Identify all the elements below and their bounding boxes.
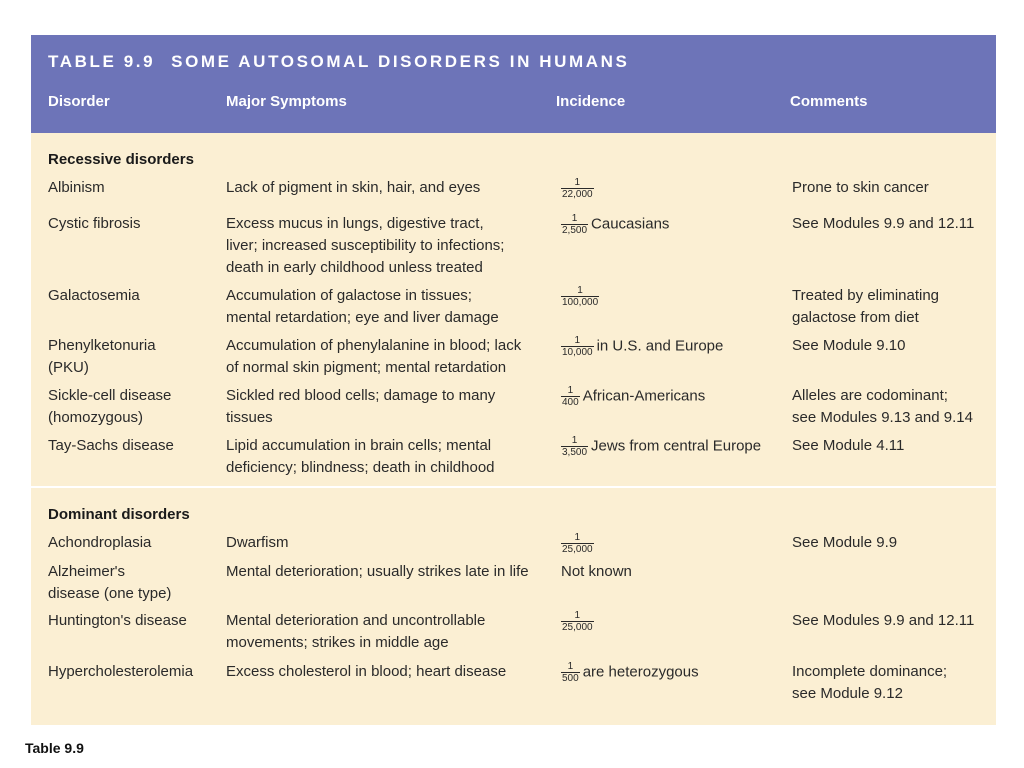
disorder-cell: Phenylketonuria (PKU) (48, 337, 156, 376)
disorders-table (31, 35, 996, 725)
comments-cell: See Modules 9.9 and 12.11 (792, 612, 975, 629)
column-header-comments: Comments (790, 93, 868, 110)
incidence-cell (561, 532, 791, 555)
incidence-fraction: $\frac{1}{25,000}$ (562, 610, 593, 633)
section-divider (31, 486, 996, 488)
section-title-dominant: Dominant disorders (48, 506, 190, 523)
comments-cell: See Modules 9.9 and 12.11 (792, 215, 975, 232)
symptoms-cell: Lack of pigment in skin, hair, and eyes (226, 179, 481, 196)
incidence-cell (561, 177, 791, 200)
incidence-fraction: $\frac{1}{2,500}$ (562, 213, 588, 236)
disorder-cell: Cystic fibrosis (48, 215, 141, 232)
incidence-fraction: $\frac{1}{25,000}$ (562, 532, 593, 555)
comments-cell: Treated by eliminating galactose from diet (792, 287, 940, 326)
symptoms-cell: Dwarfism (226, 534, 289, 551)
incidence-cell (561, 285, 791, 308)
symptoms-cell: Mental deterioration and uncontrollable movements; strikes in middle age (226, 612, 486, 651)
column-header-disorder: Disorder (48, 93, 110, 110)
incidence-cell: $\frac{1}{500}$ are heterozygous (562, 661, 699, 684)
disorder-cell: Huntington's disease (48, 612, 187, 629)
incidence-fraction: $\frac{1}{10,000}$ (562, 335, 593, 358)
symptoms-cell: Accumulation of galactose in tissues; mental retardation; eye and liver damage (226, 287, 499, 326)
table-title-text: SOME AUTOSOMAL DISORDERS IN HUMANS (171, 52, 630, 71)
symptoms-cell: Accumulation of phenylalanine in blood; lack of normal skin pigment; mental retardation (226, 337, 522, 376)
incidence-cell (561, 610, 791, 633)
disorder-cell: Alzheimer's disease (one type) (48, 563, 172, 602)
incidence-fraction: $\frac{1}{400}$ (562, 385, 579, 408)
symptoms-cell: Mental deterioration; usually strikes late in life (226, 563, 529, 580)
comments-cell: Incomplete dominance; see Module 9.12 (792, 663, 948, 702)
column-header-incidence: Incidence (556, 93, 626, 110)
disorder-cell: Achondroplasia (48, 534, 152, 551)
incidence-cell: $\frac{1}{400}$ African-Americans (562, 385, 706, 408)
disorder-cell: Tay-Sachs disease (48, 437, 174, 454)
table-title (48, 52, 630, 72)
incidence-fraction: $\frac{1}{22,000}$ (562, 177, 593, 200)
disorder-cell: Galactosemia (48, 287, 140, 304)
incidence-cell: $\frac{1}{10,000}$ in U.S. and Europe (562, 335, 724, 358)
table-header (31, 35, 996, 133)
disorder-cell: Sickle-cell disease (homozygous) (48, 387, 172, 426)
symptoms-cell: Lipid accumulation in brain cells; mental deficiency; blindness; death in childhood (226, 437, 495, 476)
section-title-recessive: Recessive disorders (48, 151, 194, 168)
comments-cell: Prone to skin cancer (792, 179, 929, 196)
table-number: TABLE 9.9 (48, 52, 156, 71)
incidence-fraction: $\frac{1}{3,500}$ (562, 435, 588, 458)
disorder-cell: Hypercholesterolemia (48, 663, 194, 680)
symptoms-cell: Excess cholesterol in blood; heart disease (226, 663, 507, 680)
incidence-fraction: $\frac{1}{100,000}$ (562, 285, 599, 308)
incidence-fraction: $\frac{1}{500}$ (562, 661, 579, 684)
column-header-symptoms: Major Symptoms (226, 93, 347, 110)
comments-cell: See Module 9.9 (792, 534, 898, 551)
incidence-cell: $\frac{1}{2,500}$ Caucasians (562, 213, 670, 236)
comments-cell: Alleles are codominant; see Modules 9.13 and 9.14 (792, 387, 973, 426)
slide-caption: Table 9.9 (25, 740, 84, 756)
comments-cell: See Module 9.10 (792, 337, 906, 354)
incidence-cell: $\frac{1}{3,500}$ Jews from central Europe (562, 435, 762, 458)
symptoms-cell: Sickled red blood cells; damage to many tissues (226, 387, 496, 426)
symptoms-cell: Excess mucus in lungs, digestive tract, liver; increased susceptibility to infections; death in early childhood unless treated (226, 215, 505, 276)
incidence-cell: Not known (561, 563, 632, 580)
disorder-cell: Albinism (48, 179, 105, 196)
comments-cell: See Module 4.11 (792, 437, 905, 454)
